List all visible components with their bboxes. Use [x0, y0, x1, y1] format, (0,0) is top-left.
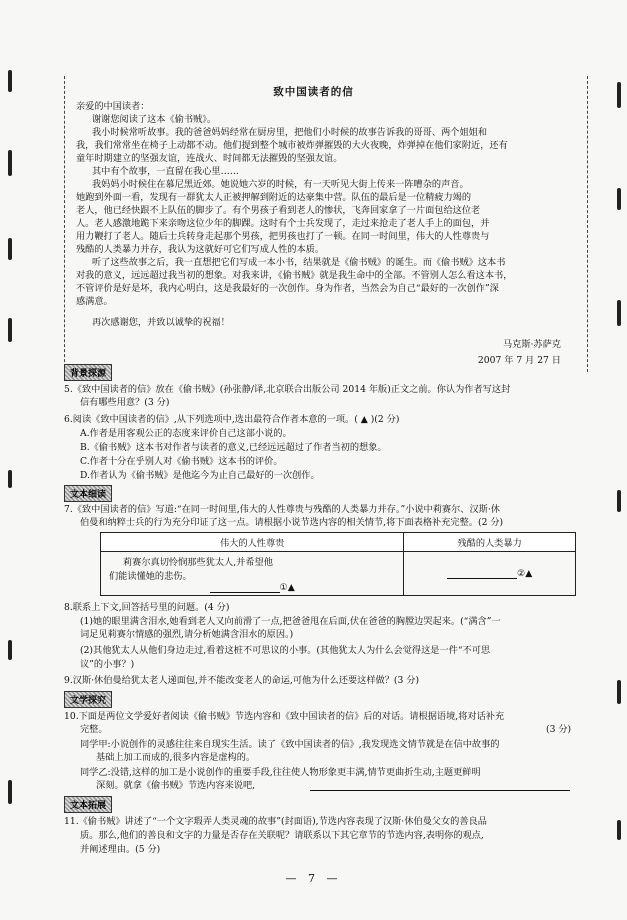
option-b: B.《偷书贼》这本书对作者与读者的意义,已经远远超过了作者当初的想象。: [80, 442, 387, 453]
question-10-cont: 完整。: [80, 724, 108, 735]
letter-line: 谢谢您阅读了这本《偷书贼》。: [92, 114, 217, 125]
question-8-part-2-cont: 议”的小事？): [80, 659, 135, 670]
option-c: C.作者十分在乎别人对《偷书贼》这本书的评价。: [80, 456, 283, 467]
question-8-part-2: (2)其他犹太人从他们身边走过,看着这桩不可思议的小事。(其他犹太人为什么会觉得这是一件“不可思: [80, 645, 491, 656]
answer-line[interactable]: [310, 779, 570, 791]
letter-line: 我妈妈小时候住在慕尼黑近郊。她说她六岁的时候，有一天听见大街上传来一阵嘈杂的声音。: [92, 179, 469, 190]
table-cell-text: 们能读懂她的悲伤。: [109, 571, 192, 582]
dialogue-b: 同学乙:没错,这样的加工是小说创作的重要手段,往往使人物形象更丰满,情节更曲折生动,主题更鲜明: [80, 767, 481, 778]
section-tag: 文本细读: [64, 485, 112, 502]
question-6: 6.阅读《致中国读者的信》,从下列选项中,选出最符合作者本意的一项。( ▲ )(2 分): [64, 414, 400, 425]
binding-mark: [617, 680, 621, 704]
letter-line: 对我的意义，远远超过我当初的想象。对我来讲，《偷书贼》就是我生命中的全部。不管别人怎么看这本书，: [76, 270, 513, 281]
letter-greeting: 亲爱的中国读者：: [76, 101, 150, 112]
letter-line: 听了这些故事之后，我一直想把它们写成一本小书，结果就是《偷书贼》的诞生。而《偷书贼》这本书: [92, 257, 506, 268]
binding-mark: [8, 238, 12, 260]
letter-line: 人。老人感激地跪下来亲吻这位少年的脚踝。这时有个士兵发现了，走过来抢走了老人手上的面包，并: [76, 218, 490, 229]
question-9: 9.汉斯·休伯曼给犹太老人递面包,并不能改变老人的命运,可他为什么还要这样做？(3 分): [64, 675, 420, 686]
dialogue-a-cont: 基础上加工而成的,很多内容是虚构的。: [96, 752, 256, 763]
letter-line: 残酷的人类暴力并存，我认为这就好可它们写成人性的本质。: [76, 244, 325, 255]
question-7: 7.《致中国读者的信》写道:“在同一时间里,伟大的人性尊贵与残酷的人类暴力并存。”小说中莉赛尔、汉斯·休: [64, 504, 500, 515]
letter-date: 2007 年 7 月 27 日: [477, 355, 561, 366]
answer-blank-2[interactable]: ②▲: [404, 552, 576, 596]
question-11-cont: 并阐述理由。(5 分): [80, 844, 161, 855]
letter-line: 童年时期建立的坚强友谊，连战火、时间都无法摧毁的坚强友谊。: [76, 153, 343, 164]
answer-table: [100, 532, 576, 596]
binding-mark: [617, 490, 621, 512]
section-tag: 文学探究: [64, 691, 112, 708]
dialogue-a: 同学甲:小说创作的灵感往往来自现实生活。读了《致中国读者的信》,我发现选文情节就是在信中故事的: [80, 739, 500, 750]
answer-blank-1[interactable]: ①▲: [109, 582, 395, 593]
section-tag: 文本拓展: [64, 796, 112, 813]
binding-mark: [617, 820, 621, 840]
question-5-cont: 信有哪些用意？(3 分): [80, 397, 170, 408]
table-header: 伟大的人性尊贵: [101, 533, 404, 552]
binding-mark: [8, 780, 12, 804]
binding-mark: [8, 318, 12, 342]
question-10: 10.下面是两位文学爱好者阅读《偷书贼》节选内容和《致中国读者的信》后的对话。请根据语境,将对话补充: [64, 711, 505, 722]
table-cell-text: 莉赛尔真切怜悯那些犹太人,并希望他: [123, 557, 273, 568]
letter-line: 其中有个故事，一直留在我心里……: [92, 166, 239, 177]
dialogue-b-cont: 深刻。就拿《偷书贼》节选内容来说吧,: [96, 780, 256, 791]
letter-line: 再次感谢您，并致以诚挚的祝福！: [92, 317, 230, 328]
letter-line: 我，我们常常坐在椅子上动都不动。他们提到整个城市被炸弹摧毁的大火夜晚，炸弹掉在他们家附近，还有: [76, 140, 508, 151]
question-10-score: (3 分): [546, 724, 572, 735]
letter-line: 不管评价是好是坏，我内心明白，这是我最好的一次创作。身为作者，当然会为自己“最好的一次创作”深: [76, 283, 499, 294]
page-number: — 7 —: [285, 872, 342, 885]
table-header: 残酷的人类暴力: [404, 533, 576, 552]
letter-line: 我小时候常听故事。我的爸爸妈妈经常在厨房里，把他们小时候的故事告诉我的哥哥、两个姐姐和: [92, 127, 488, 138]
question-5: 5.《致中国读者的信》放在《偷书贼》(孙张静/译,北京联合出版公司 2014 年版)正文之前。你认为作者写这封: [64, 384, 511, 395]
question-8-part-1: (1)她的眼里满含泪水,她看到老人又向前滑了一点,把爸爸甩在后面,伏在爸爸的胸膛边哭起来。(“满含”一: [80, 616, 501, 627]
question-8: 8.联系上下文,回答括号里的问题。(4 分): [64, 602, 230, 613]
table-cell: [101, 552, 404, 596]
question-11: 11.《偷书贼》讲述了“一个文字瑕弄人类灵魂的故事”(封面语),节选内容表现了汉斯·休伯曼父女的善良品: [64, 816, 487, 827]
question-8-part-1-cont: 词足见莉赛尔情感的强烈,请分析她满含泪水的原因。): [80, 629, 294, 640]
binding-mark: [617, 188, 621, 210]
letter-line: 她跑到外面一看，发现有一群犹太人正被押解到附近的达豪集中营。队伍的最后是一位精疲力竭的: [76, 192, 472, 203]
question-11-cont: 质。那么,他们的善良和文字的力量是否存在关联呢？请联系以下其它章节的节选内容,表明你的观点,: [80, 830, 484, 841]
letter-line: 感满意。: [76, 296, 113, 307]
binding-mark: [8, 470, 12, 488]
binding-mark: [8, 150, 12, 176]
letter-signature: 马克斯·苏萨克: [502, 339, 561, 350]
question-7-cont: 伯曼和纳粹士兵的行为充分印证了这一点。请根据小说节选内容的相关情节,将下面表格补充完整。(2 分): [80, 517, 504, 528]
letter-title: 致中国读者的信: [273, 86, 354, 98]
option-d: D.作者认为《偷书贼》是他迄今为止自己最好的一次创作。: [80, 470, 320, 481]
binding-mark: [8, 640, 12, 660]
letter-line: 老人，他已经快跟不上队伍的脚步了。有个男孩子看到老人的惨状，飞奔回家拿了一片面包给这位老: [76, 205, 481, 216]
section-tag: 背景探源: [64, 364, 112, 381]
letter-line: 用力鞭打了老人。随后士兵转身走起那个男孩，把男孩也打了一顿。在同一时间里，伟大的人性尊贵与: [76, 231, 490, 242]
option-a: A.作者是用客观公正的态度来评价自己这部小说的。: [80, 428, 292, 439]
binding-mark: [617, 300, 621, 326]
